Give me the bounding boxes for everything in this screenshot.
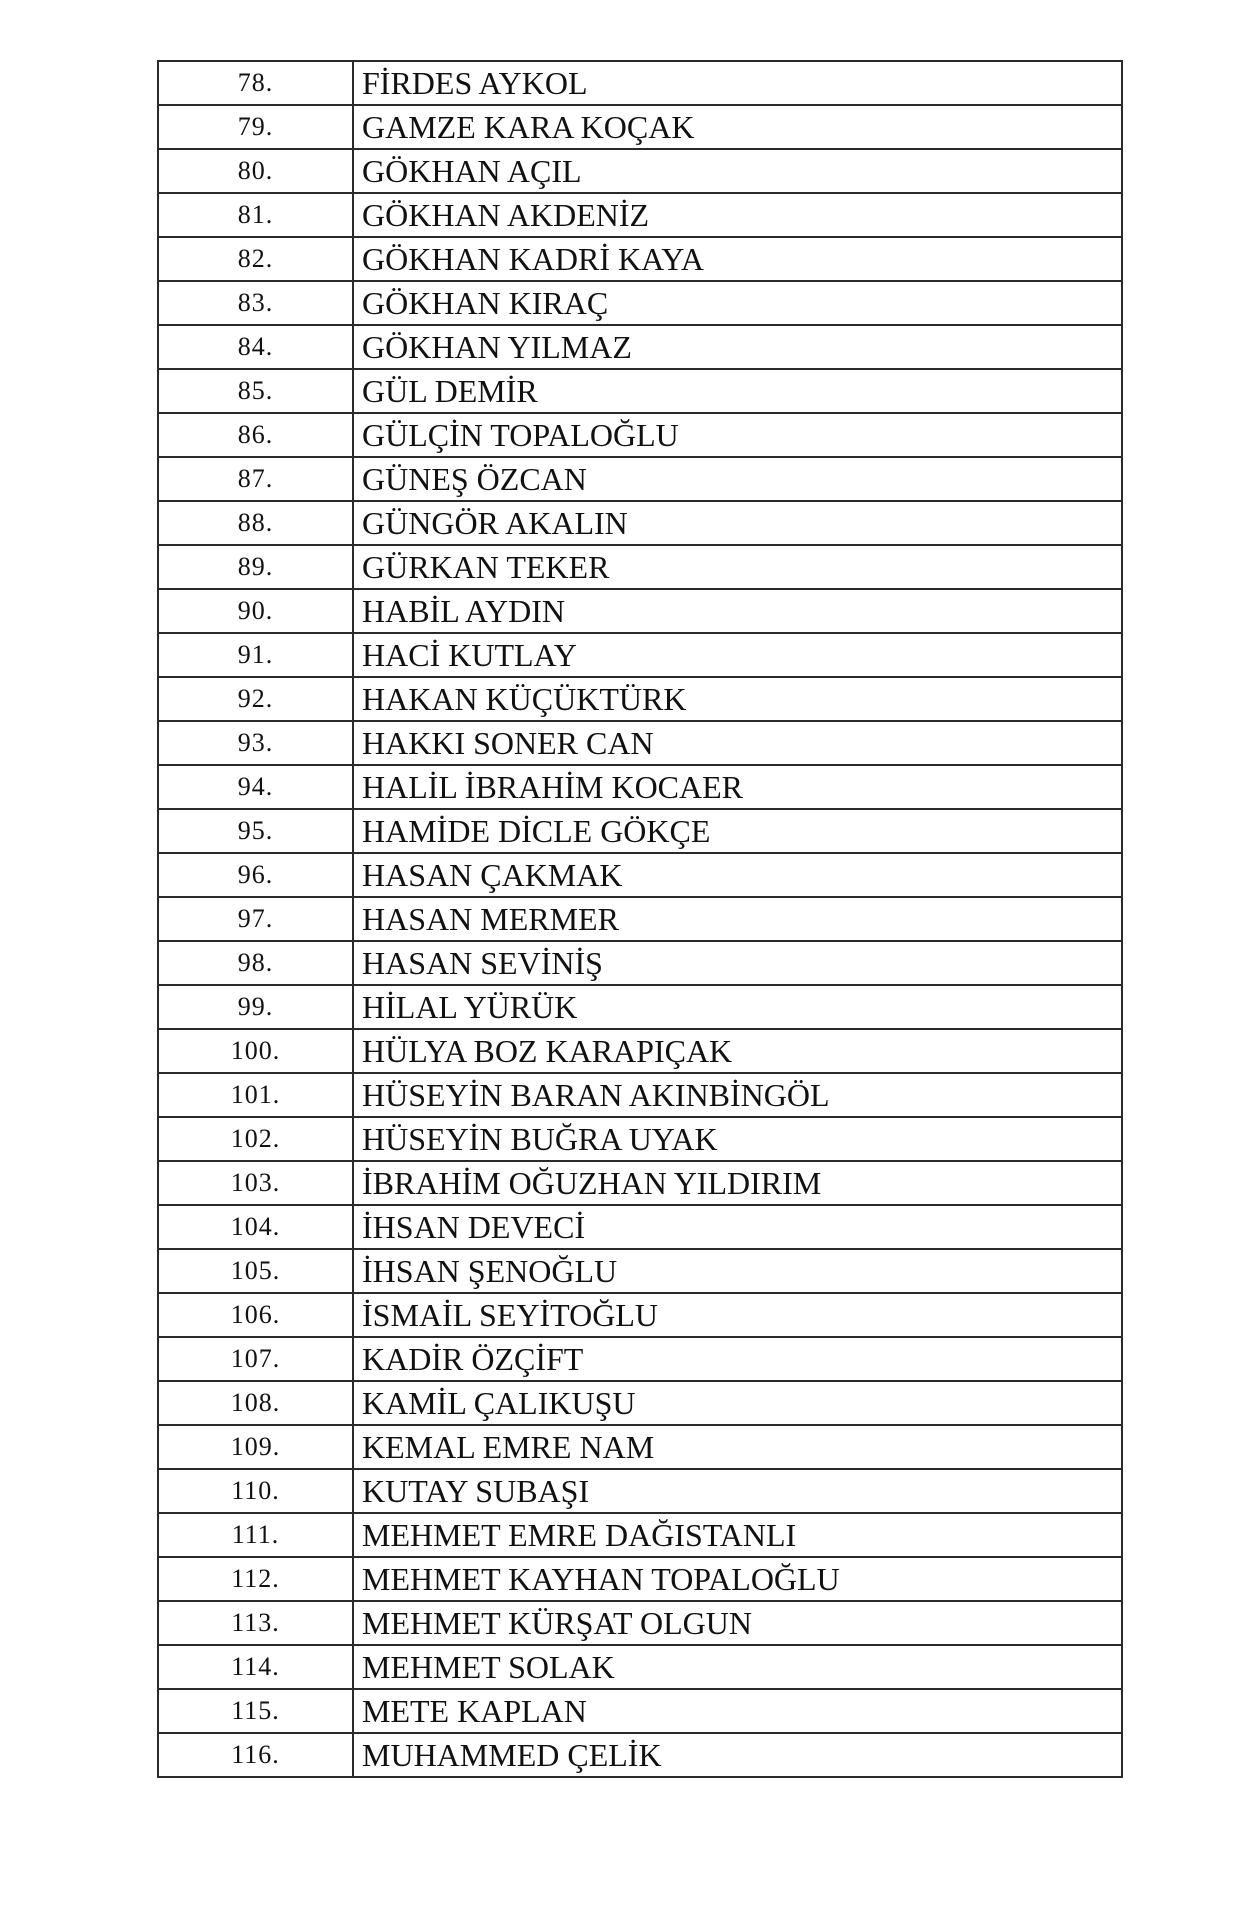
row-number: 88.	[158, 501, 353, 545]
table-row	[158, 1645, 1122, 1689]
table-row	[158, 1425, 1122, 1469]
table-row	[158, 1337, 1122, 1381]
row-number: 97.	[158, 897, 353, 941]
person-name: HASAN SEVİNİŞ	[353, 941, 1122, 985]
row-number: 113.	[158, 1601, 353, 1645]
table-row	[158, 501, 1122, 545]
row-number: 90.	[158, 589, 353, 633]
person-name: MEHMET KAYHAN TOPALOĞLU	[353, 1557, 1122, 1601]
person-name: HÜSEYİN BARAN AKINBİNGÖL	[353, 1073, 1122, 1117]
table-row	[158, 897, 1122, 941]
row-number: 103.	[158, 1161, 353, 1205]
table-row	[158, 985, 1122, 1029]
row-number: 101.	[158, 1073, 353, 1117]
row-number: 94.	[158, 765, 353, 809]
person-name: GÜRKAN TEKER	[353, 545, 1122, 589]
row-number: 98.	[158, 941, 353, 985]
person-name: HABİL AYDIN	[353, 589, 1122, 633]
table-row	[158, 765, 1122, 809]
row-number: 79.	[158, 105, 353, 149]
person-name: GAMZE KARA KOÇAK	[353, 105, 1122, 149]
row-number: 85.	[158, 369, 353, 413]
person-name: KAMİL ÇALIKUŞU	[353, 1381, 1122, 1425]
person-name: HAKAN KÜÇÜKTÜRK	[353, 677, 1122, 721]
table-row	[158, 589, 1122, 633]
table-row	[158, 633, 1122, 677]
person-name: FİRDES AYKOL	[353, 61, 1122, 105]
table-row	[158, 1513, 1122, 1557]
table-body	[158, 61, 1122, 1777]
document-sheet	[157, 60, 1123, 1778]
table-row	[158, 1557, 1122, 1601]
table-row	[158, 1601, 1122, 1645]
row-number: 115.	[158, 1689, 353, 1733]
person-name: HÜLYA BOZ KARAPIÇAK	[353, 1029, 1122, 1073]
row-number: 95.	[158, 809, 353, 853]
person-name: İHSAN DEVECİ	[353, 1205, 1122, 1249]
table-row	[158, 1249, 1122, 1293]
table-row	[158, 457, 1122, 501]
person-name: HİLAL YÜRÜK	[353, 985, 1122, 1029]
row-number: 87.	[158, 457, 353, 501]
table-row	[158, 193, 1122, 237]
table-row	[158, 1161, 1122, 1205]
table-row	[158, 237, 1122, 281]
row-number: 84.	[158, 325, 353, 369]
person-name: HÜSEYİN BUĞRA UYAK	[353, 1117, 1122, 1161]
person-name: HAMİDE DİCLE GÖKÇE	[353, 809, 1122, 853]
table-row	[158, 1689, 1122, 1733]
name-list-table	[157, 60, 1123, 1778]
person-name: GÖKHAN AÇIL	[353, 149, 1122, 193]
table-row	[158, 1469, 1122, 1513]
person-name: İHSAN ŞENOĞLU	[353, 1249, 1122, 1293]
table-row	[158, 369, 1122, 413]
row-number: 92.	[158, 677, 353, 721]
table-row	[158, 1205, 1122, 1249]
person-name: MEHMET EMRE DAĞISTANLI	[353, 1513, 1122, 1557]
row-number: 81.	[158, 193, 353, 237]
person-name: İSMAİL SEYİTOĞLU	[353, 1293, 1122, 1337]
row-number: 96.	[158, 853, 353, 897]
row-number: 82.	[158, 237, 353, 281]
table-row	[158, 1733, 1122, 1777]
row-number: 108.	[158, 1381, 353, 1425]
row-number: 112.	[158, 1557, 353, 1601]
person-name: GÜNEŞ ÖZCAN	[353, 457, 1122, 501]
person-name: HAKKI SONER CAN	[353, 721, 1122, 765]
row-number: 99.	[158, 985, 353, 1029]
row-number: 116.	[158, 1733, 353, 1777]
table-row	[158, 941, 1122, 985]
table-row	[158, 677, 1122, 721]
table-row	[158, 545, 1122, 589]
table-row	[158, 721, 1122, 765]
person-name: GÖKHAN YILMAZ	[353, 325, 1122, 369]
table-row	[158, 1381, 1122, 1425]
row-number: 114.	[158, 1645, 353, 1689]
person-name: HALİL İBRAHİM KOCAER	[353, 765, 1122, 809]
table-row	[158, 281, 1122, 325]
row-number: 80.	[158, 149, 353, 193]
row-number: 102.	[158, 1117, 353, 1161]
person-name: KEMAL EMRE NAM	[353, 1425, 1122, 1469]
person-name: MEHMET SOLAK	[353, 1645, 1122, 1689]
person-name: HASAN ÇAKMAK	[353, 853, 1122, 897]
row-number: 93.	[158, 721, 353, 765]
row-number: 110.	[158, 1469, 353, 1513]
table-row	[158, 1117, 1122, 1161]
person-name: KUTAY SUBAŞI	[353, 1469, 1122, 1513]
table-row	[158, 61, 1122, 105]
row-number: 100.	[158, 1029, 353, 1073]
table-row	[158, 149, 1122, 193]
row-number: 91.	[158, 633, 353, 677]
person-name: GÜL DEMİR	[353, 369, 1122, 413]
person-name: HASAN MERMER	[353, 897, 1122, 941]
person-name: İBRAHİM OĞUZHAN YILDIRIM	[353, 1161, 1122, 1205]
table-row	[158, 105, 1122, 149]
table-row	[158, 325, 1122, 369]
table-row	[158, 1073, 1122, 1117]
person-name: GÖKHAN AKDENİZ	[353, 193, 1122, 237]
table-row	[158, 1293, 1122, 1337]
person-name: METE KAPLAN	[353, 1689, 1122, 1733]
row-number: 105.	[158, 1249, 353, 1293]
table-row	[158, 1029, 1122, 1073]
person-name: MUHAMMED ÇELİK	[353, 1733, 1122, 1777]
row-number: 109.	[158, 1425, 353, 1469]
row-number: 86.	[158, 413, 353, 457]
row-number: 89.	[158, 545, 353, 589]
table-row	[158, 809, 1122, 853]
row-number: 104.	[158, 1205, 353, 1249]
person-name: KADİR ÖZÇİFT	[353, 1337, 1122, 1381]
person-name: GÖKHAN KADRİ KAYA	[353, 237, 1122, 281]
row-number: 106.	[158, 1293, 353, 1337]
person-name: MEHMET KÜRŞAT OLGUN	[353, 1601, 1122, 1645]
person-name: GÜNGÖR AKALIN	[353, 501, 1122, 545]
row-number: 78.	[158, 61, 353, 105]
table-row	[158, 413, 1122, 457]
row-number: 111.	[158, 1513, 353, 1557]
person-name: HACİ KUTLAY	[353, 633, 1122, 677]
table-row	[158, 853, 1122, 897]
row-number: 107.	[158, 1337, 353, 1381]
person-name: GÜLÇİN TOPALOĞLU	[353, 413, 1122, 457]
person-name: GÖKHAN KIRAÇ	[353, 281, 1122, 325]
row-number: 83.	[158, 281, 353, 325]
